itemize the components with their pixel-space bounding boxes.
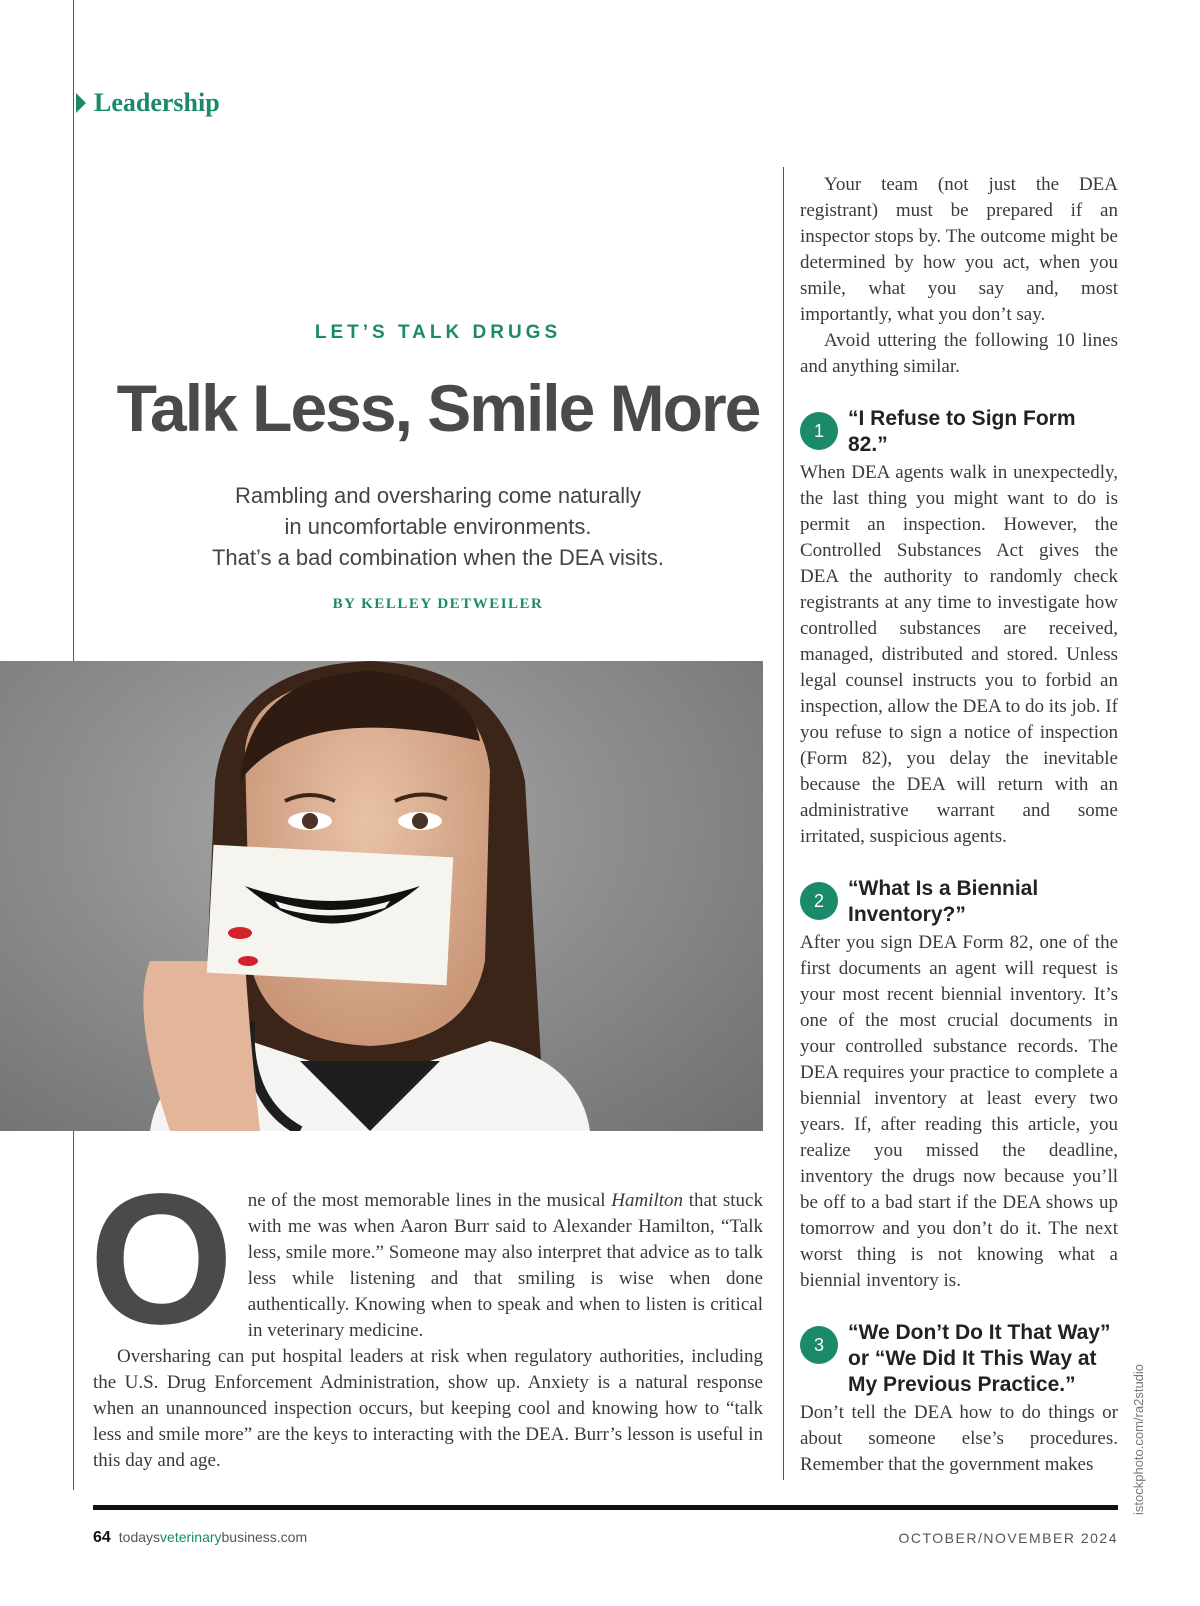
item-number-badge: 1 xyxy=(800,412,838,450)
footer-rule xyxy=(93,1505,1118,1510)
item-number-badge: 3 xyxy=(800,1326,838,1364)
item-number-badge: 2 xyxy=(800,882,838,920)
hero-photo xyxy=(0,661,763,1131)
item-title: “What Is a Biennial Inventory?” xyxy=(848,877,1039,926)
article-byline: BY KELLEY DETWEILER xyxy=(332,596,544,612)
right-column xyxy=(800,172,1118,1478)
site-name-part: business.com xyxy=(221,1529,308,1545)
deck-line: in uncomfortable environments. xyxy=(284,514,592,539)
item-title: “I Refuse to Sign Form 82.” xyxy=(848,407,1076,456)
deck-line: Rambling and oversharing come naturally xyxy=(235,483,641,508)
column-divider xyxy=(783,167,784,1480)
page-number: 64 xyxy=(93,1529,111,1546)
intro-text: that stuck with me was when Aaron Burr said to Alexander Hamilton, “Talk less, smile more.” Someone may also interpret that advice as to talk less while listening and that smiling is wise when done authentically. Knowing when to speak and when to listen is critical in veterinary medicine. xyxy=(247,1190,763,1341)
item-heading xyxy=(800,406,1118,458)
article-deck xyxy=(80,480,796,573)
item-title: “We Don’t Do It That Way” or “We Did It This Way at My Previous Practice.” xyxy=(848,1321,1111,1396)
item-heading xyxy=(800,1320,1118,1398)
hamilton-title: Hamilton xyxy=(611,1190,684,1211)
drop-cap: O xyxy=(89,1156,234,1363)
item-body: Don’t tell the DEA how to do things or about someone else’s procedures. Remember that the government makes xyxy=(800,1402,1118,1475)
item-heading xyxy=(800,876,1118,928)
intro-paragraph: Oversharing can put hospital leaders at risk when regulatory authorities, including the U.S. Drug Enforcement Administration, show up. Anxiety is a natural response when an unannounced inspection occurs, but keeping cool and knowing how to “talk less and smile more” are the keys to interacting with the DEA. Burr’s lesson is useful in this day and age. xyxy=(93,1346,763,1471)
triangle-marker-icon xyxy=(76,93,86,113)
section-tag xyxy=(76,88,220,118)
site-name-part: veterinary xyxy=(160,1529,222,1545)
section-label: Leadership xyxy=(94,88,220,117)
body-paragraph: Avoid uttering the following 10 lines and anything similar. xyxy=(800,330,1118,377)
intro-body xyxy=(89,1156,763,1474)
footer-left xyxy=(93,1529,307,1547)
article-kicker: LET’S TALK DRUGS xyxy=(314,322,562,343)
woman-holding-smile-card-illustration xyxy=(0,661,763,1131)
item-body: After you sign DEA Form 82, one of the first documents an agent will request is your most recent biennial inventory. It’s one of the most crucial documents in your controlled substance records. The DEA requires your practice to complete a biennial inventory at least every two years. If, after reading this article, you realize you missed the deadline, inventory the drugs now because you’ll be off to a bad start if the DEA shows up tomorrow and you don’t do it. The next worst thing is not knowing what a biennial inventory is. xyxy=(800,932,1118,1291)
article-headline: Talk Less, Smile More xyxy=(116,371,760,445)
intro-text: ne of the most memorable lines in the musical xyxy=(247,1190,612,1211)
issue-date: OCTOBER/NOVEMBER 2024 xyxy=(898,1530,1118,1546)
photo-credit: istockphoto.com/ra2studio xyxy=(1131,1363,1146,1515)
item-body: When DEA agents walk in unexpectedly, the last thing you might want to do is permit an inspection. However, the Controlled Substances Act gives the DEA the authority to randomly check registrants at any time to investigate how controlled substances are received, managed, distributed and stored. Unless legal counsel instructs you to forbid an inspection, allow the DEA to do its job. If you refuse to sign a notice of inspection (Form 82), you delay the inevitable because the DEA will return with an administrative warrant and some irritated, suspicious agents. xyxy=(800,462,1118,847)
deck-line: That’s a bad combination when the DEA visits. xyxy=(211,545,665,570)
site-name-part: todays xyxy=(118,1529,161,1545)
body-paragraph: Your team (not just the DEA registrant) must be prepared if an inspector stops by. The outcome might be determined by how you act, when you smile, what you say and, most importantly, what you don’t say. xyxy=(800,174,1118,325)
